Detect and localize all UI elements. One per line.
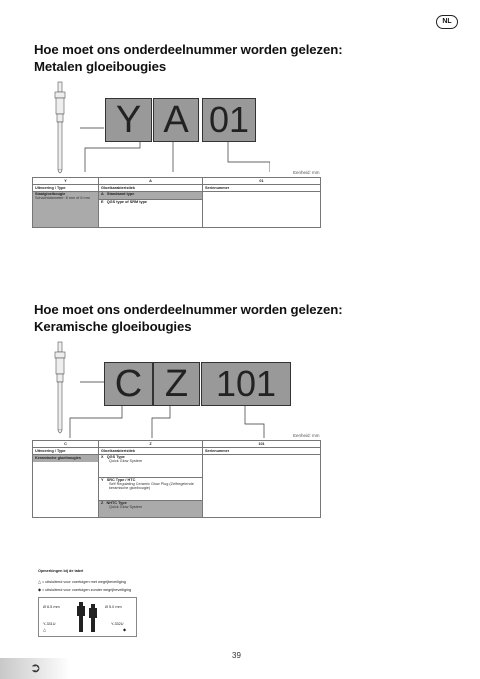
characteristic-label: Standaard type	[106, 192, 135, 196]
characteristic-description: Quick Glow System	[109, 459, 143, 463]
type-name: Keramische gloeibougies	[33, 455, 98, 462]
code-box-type: Y	[105, 98, 152, 142]
characteristic-label: QGS type of SRM type	[106, 200, 148, 204]
serial-cell	[203, 192, 321, 228]
spec-table-ceramic	[32, 440, 321, 518]
characteristic-cell	[99, 501, 203, 518]
note-item	[38, 587, 131, 592]
note-text: = uitsluitend voor voertuigen met wegrijbeveiliging	[41, 580, 126, 584]
section2-title-line1: Hoe moet ons onderdeelnummer worden gelezen:	[34, 302, 343, 317]
diamond-filled-icon: ◆	[38, 588, 41, 592]
diameter-left-label: Ø 6.5 mm	[43, 605, 60, 609]
column-header: Uitvoering / Type	[33, 185, 99, 192]
type-cell	[33, 192, 99, 228]
characteristic-label: QGS Type	[106, 455, 125, 459]
triangle-outline-icon: △	[38, 580, 41, 584]
table-letter: 01	[203, 178, 321, 185]
table-row	[33, 455, 321, 478]
characteristic-code: X	[101, 455, 104, 459]
characteristic-description: Quick Glow System	[109, 505, 143, 509]
triangle-outline-icon: △	[43, 628, 46, 632]
diamond-filled-icon: ◆	[123, 628, 126, 632]
spec-table-metal	[32, 177, 321, 228]
characteristic-cell	[99, 192, 203, 200]
table-header-row	[33, 185, 321, 192]
glow-plug-comparison-diagram	[38, 597, 137, 637]
code-box-serial: 01	[202, 98, 256, 142]
section2-title-line2: Keramische gloeibougies	[34, 319, 192, 334]
note-item	[38, 579, 131, 584]
table-header-row	[33, 448, 321, 455]
characteristic-cell	[99, 455, 203, 478]
characteristic-cell	[99, 478, 203, 501]
notes-title: Opmerkingen bij de tabel	[38, 569, 84, 573]
section1-title	[34, 41, 343, 75]
table-letter-row	[33, 441, 321, 448]
note-text: = uitsluitend voor voertuigen zonder wegrijbeveiliging	[41, 588, 132, 592]
column-header: Uitvoering / Type	[33, 448, 99, 455]
column-header: Gloeikarakteristiek	[99, 448, 203, 455]
characteristic-code: A	[101, 192, 104, 196]
section1-title-line1: Hoe moet ons onderdeelnummer worden gelezen:	[34, 42, 343, 57]
characteristic-code: E	[101, 200, 104, 204]
code-box-serial: 101	[201, 362, 291, 406]
type-name: Staalgloeibougie	[35, 192, 66, 196]
characteristic-label: SRC Type / HTC	[106, 478, 136, 482]
code-box-type: C	[104, 362, 153, 406]
type-description: Schachtdiameter: 8 mm of 6 mm	[35, 196, 90, 200]
table-letter: Y	[33, 178, 99, 185]
language-badge: NL	[436, 15, 458, 29]
characteristic-description: Self Regulating Ceramic Glow Plug (Zelfregelende keramische gloeibougie)	[109, 482, 194, 490]
column-header: Serienummer	[203, 448, 321, 455]
characteristic-code: Y	[101, 478, 104, 482]
metal-glow-plug-icon	[55, 82, 65, 173]
glow-plug-comparison-icon	[73, 602, 103, 634]
logo-icon: ➲	[30, 660, 41, 675]
table-letter: Z	[99, 441, 203, 448]
page-number: 39	[232, 651, 241, 660]
unit-label: Eenheid: mm	[293, 433, 320, 438]
table-letter-row	[33, 178, 321, 185]
ceramic-glow-plug-icon	[55, 342, 65, 433]
table-row	[33, 192, 321, 200]
table-letter: C	[33, 441, 99, 448]
diameter-right-label: Ø 5.0 mm	[105, 605, 122, 609]
section1-title-line2: Metalen gloeibougies	[34, 59, 167, 74]
code-right-label: Y-332U	[111, 622, 124, 626]
table-letter: A	[99, 178, 203, 185]
code-box-characteristic: A	[153, 98, 199, 142]
table-letter: 101	[203, 441, 321, 448]
characteristic-cell	[99, 200, 203, 228]
unit-label: Eenheid: mm	[293, 170, 320, 175]
characteristic-code: Z	[101, 501, 104, 505]
code-left-label: Y-331U	[43, 622, 56, 626]
notes-block	[38, 569, 131, 592]
column-header: Serienummer	[203, 185, 321, 192]
type-cell	[33, 455, 99, 518]
section2-title	[34, 301, 343, 335]
characteristic-label: NHTC Type	[106, 501, 127, 505]
serial-cell	[203, 455, 321, 518]
column-header: Gloeikarakteristiek	[99, 185, 203, 192]
code-box-characteristic: Z	[153, 362, 200, 406]
